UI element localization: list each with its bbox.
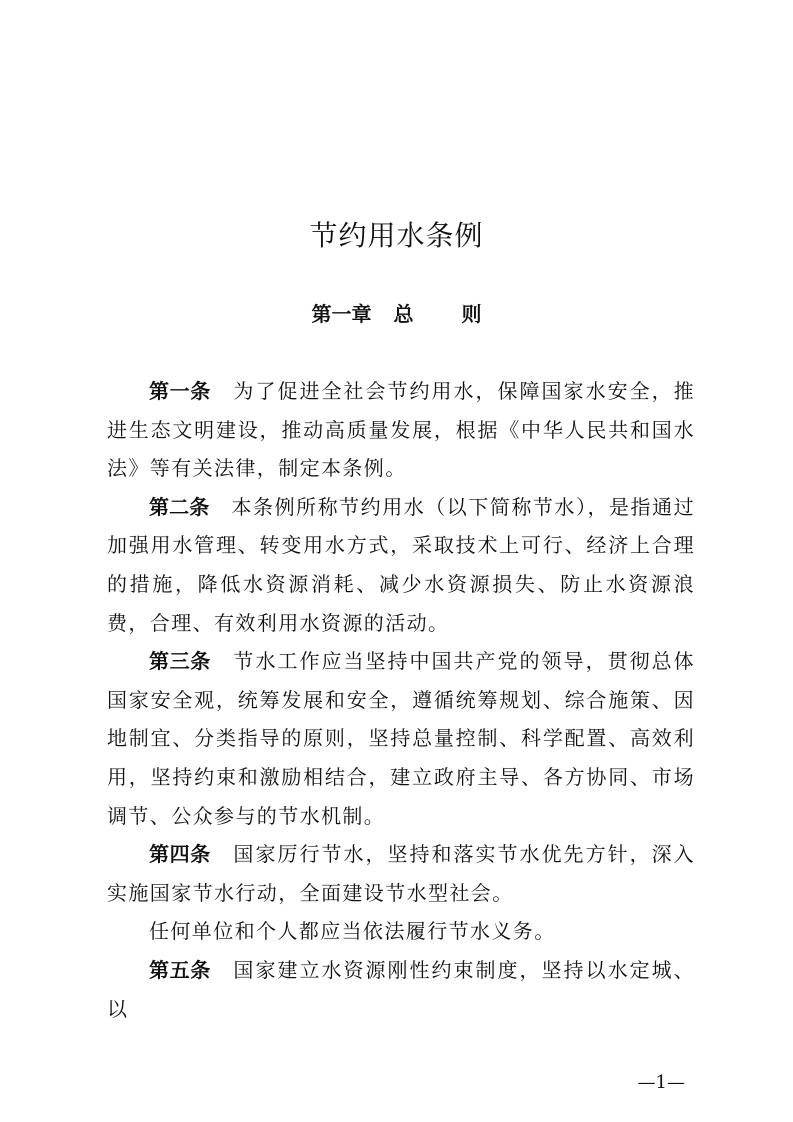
article-label: 第三条 bbox=[149, 649, 211, 674]
chapter-name-part2: 则 bbox=[461, 302, 482, 326]
page-number: —1— bbox=[637, 1072, 685, 1093]
document-title: 节约用水条例 bbox=[309, 219, 484, 252]
chapter-heading bbox=[0, 297, 793, 331]
article-3-paragraph bbox=[107, 642, 695, 835]
article-label: 第一条 bbox=[149, 379, 211, 403]
article-4-continuation-paragraph bbox=[107, 912, 695, 951]
article-2-paragraph bbox=[107, 488, 695, 642]
article-4-paragraph bbox=[107, 835, 695, 912]
article-5-paragraph bbox=[107, 951, 695, 1028]
chapter-number: 第一章 bbox=[311, 302, 372, 326]
article-text: 为了促进全社会节约用水，保障国家水安全，推进生态文明建设，推动高质量发展，根据《中华人民共和国水法》等有关法律，制定本条例。 bbox=[107, 379, 695, 481]
article-label: 第五条 bbox=[149, 957, 211, 982]
article-text: 任何单位和个人都应当依法履行节水义务。 bbox=[149, 919, 556, 944]
article-1-paragraph bbox=[107, 372, 695, 488]
article-label: 第二条 bbox=[149, 494, 210, 519]
article-label: 第四条 bbox=[149, 842, 211, 867]
article-text: 国家厉行节水，坚持和落实节水优先方针，深入实施国家节水行动，全面建设节水型社会。 bbox=[107, 842, 695, 905]
article-text: 本条例所称节约用水（以下简称节水），是指通过加强用水管理、转变用水方式，采取技术上可行、经济上合理的措施，降低水资源消耗、减少水资源损失、防止水资源浪费，合理、有效利用水资源的活动。 bbox=[107, 494, 695, 635]
document-body bbox=[107, 372, 695, 1028]
article-text: 国家建立水资源刚性约束制度，坚持以水定城、以 bbox=[107, 957, 695, 1021]
chapter-name-part1: 总 bbox=[393, 302, 414, 326]
article-text: 节水工作应当坚持中国共产党的领导，贯彻总体国家安全观，统筹发展和安全，遵循统筹规划、综合施策、因地制宜、分类指导的原则，坚持总量控制、科学配置、高效利用，坚持约束和激励相结合，建立政府主导、各方协同、市场调节、公众参与的节水机制。 bbox=[107, 649, 695, 828]
